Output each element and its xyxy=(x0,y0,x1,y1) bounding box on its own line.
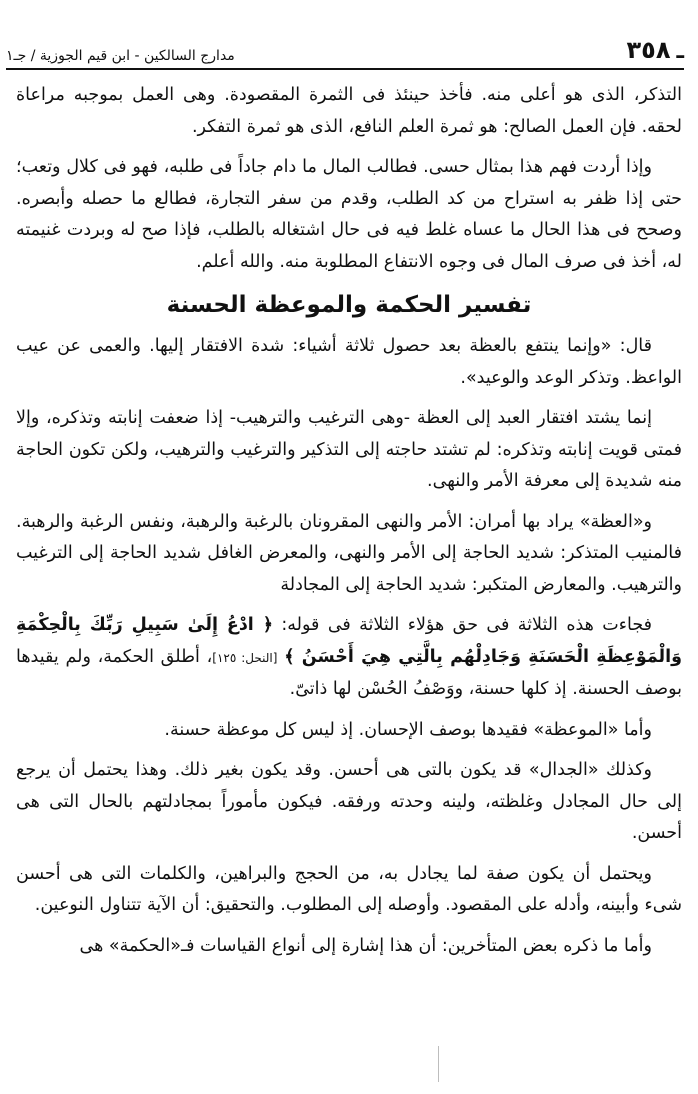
paragraph-6 xyxy=(16,610,682,706)
header-dash: ـ xyxy=(676,39,684,64)
scan-mark xyxy=(438,1046,439,1082)
paragraph-9: ويحتمل أن يكون صفة لما يجادل به، من الحجج والبراهين، والكلمات التى هى أحسن شىء وأبينه، وأدله على المقصود. وأوصله إلى المطلوب. والتحقيق: أن الآية تتناول النوعين. xyxy=(16,863,682,915)
running-head: مدارج السالكين - ابن قيم الجوزية / جـ١ xyxy=(6,48,235,64)
paragraph-5: و«العظة» يراد بها أمران: الأمر والنهى المقرونان بالرغبة والرهبة، ونفس الرغبة والرهبة. فالمنيب المتذكر: شديد الحاجة إلى الأمر والنهى، والمعرض الغافل شديد الحاجة إلى الترغيب والترهيب. والمعارض المتكبر: شديد الحاجة إلى المجادلة xyxy=(16,511,682,595)
section-heading: تفسير الحكمة والموعظة الحسنة xyxy=(166,292,532,318)
paragraph-7: وأما «الموعظة» فقيدها بوصف الإحسان. إذ ليس كل موعظة حسنة. xyxy=(164,719,652,740)
page-header xyxy=(6,30,684,70)
page-number: ٣٥٨ xyxy=(626,36,671,64)
paragraph-2: وإذا أردت فهم هذا بمثال حسى. فطالب المال ما دام جاداً فى طلبه، فهو فى كلال وتعب؛ حتى إذا ظفر به استراح من كد الطلب، وقدم من سفر التجارة، فطالع ما حصله وأبصره. وصحح فى هذا الحال ما عساه غلط فيه فى حال اشتغاله بالطلب، فإذا صح له وبردت غنيمته له، أخذ فى صرف المال فى وجوه الانتفاع المطلوبة منه. والله أعلم. xyxy=(16,157,682,272)
paragraph-6-rest: ، أطلق الحكمة، ولم يقيدها بوصف الحسنة. إذ كلها حسنة، ووَصْفُ الحُسْن لها ذاتىّ. xyxy=(16,646,682,699)
paragraph-4: إنما يشتد افتقار العبد إلى العظة -وهى الترغيب والترهيب- إذا ضعفت إنابته وتذكره، وإلا فمتى قويت إنابته وتذكره: لم تشتد حاجته إلى التذكير والترغيب والترهيب، ولكن تكون الحاجة منه شديدة إلى معرفة الأمر والنهى. xyxy=(16,408,682,491)
paragraph-1: التذكر، الذى هو أعلى منه. فأخذ حينئذ فى الثمرة المقصودة. وهى العمل بموجبه مراعاة لحقه. فإن العمل الصالح: هو ثمرة العلم النافع، الذى هو ثمرة التفكر. xyxy=(16,85,682,137)
page-body xyxy=(16,80,682,971)
quran-verse: ﴿ ادْعُ إِلَىٰ سَبِيلِ رَبِّكَ بِالْحِكْمَةِ وَالْمَوْعِظَةِ الْحَسَنَةِ وَجَادِلْهُم بِالَّتِي هِيَ أَحْسَنُ ﴾ xyxy=(16,615,682,667)
verse-citation: [النحل: ١٢٥] xyxy=(212,650,278,665)
paragraph-8: وكذلك «الجدال» قد يكون بالتى هى أحسن. وقد يكون بغير ذلك. وهذا يحتمل أن يرجع إلى حال المجادل وغلظته، ولينه وحدته ورفقه. فيكون مأموراً بمجادلتهم بالحال التى هى أحسن. xyxy=(16,760,682,843)
paragraph-10: وأما ما ذكره بعض المتأخرين: أن هذا إشارة إلى أنواع القياسات فـ«الحكمة» هى xyxy=(79,935,652,956)
paragraph-6-intro: فجاءت هذه الثلاثة فى حق هؤلاء الثلاثة فى قوله: xyxy=(281,615,652,635)
paragraph-3: قال: «وإنما ينتفع بالعظة بعد حصول ثلاثة أشياء: شدة الافتقار إليها. والعمى عن عيب الواعظ. وتذكر الوعد والوعيد». xyxy=(16,336,682,388)
